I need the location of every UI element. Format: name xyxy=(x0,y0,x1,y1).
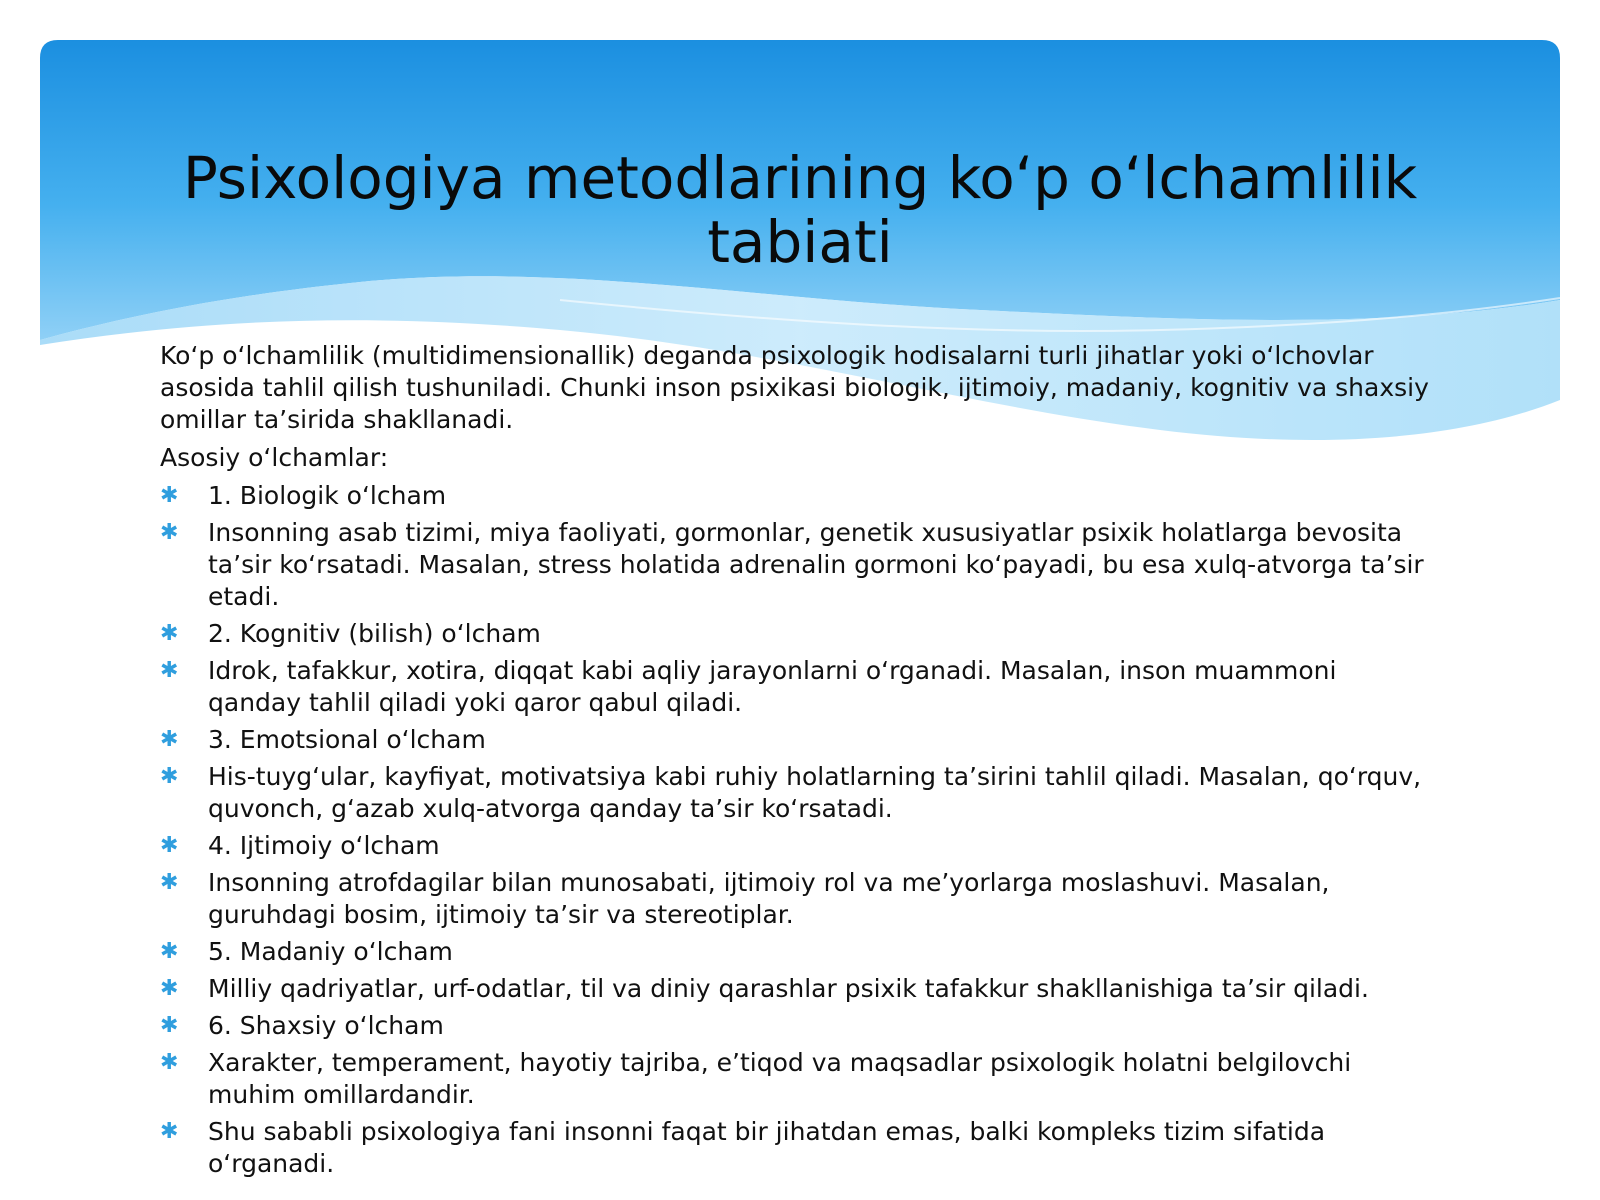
list-item xyxy=(160,830,1430,862)
list-item xyxy=(160,973,1430,1005)
asterisk-bullet-icon: ✱ xyxy=(160,833,179,858)
list-item xyxy=(160,1116,1430,1180)
asterisk-bullet-icon: ✱ xyxy=(160,658,179,683)
slide-body xyxy=(160,340,1430,1185)
list-item xyxy=(160,1010,1430,1042)
asterisk-bullet-icon: ✱ xyxy=(160,976,179,1001)
list-item xyxy=(160,724,1430,756)
bullet-list xyxy=(160,480,1430,1180)
list-item xyxy=(160,517,1430,613)
list-item-text: Insonning asab tizimi, miya faoliyati, gormonlar, genetik xususiyatlar psixik holatlarga bevosita ta’sir ko‘rsatadi. Masalan, stress holatida adrenalin gormoni ko‘payadi, bu esa xulq-atvorga ta’sir etadi. xyxy=(208,518,1424,611)
list-item xyxy=(160,655,1430,719)
list-item xyxy=(160,618,1430,650)
list-item-text: 1. Biologik o‘lcham xyxy=(208,481,447,510)
list-item-text: 5. Madaniy o‘lcham xyxy=(208,937,453,966)
asterisk-bullet-icon: ✱ xyxy=(160,939,179,964)
list-item-text: Insonning atrofdagilar bilan munosabati, ijtimoiy rol va me’yorlarga moslashuvi. Masalan, guruhdagi bosim, ijtimoiy ta’sir va stereotiplar. xyxy=(208,868,1330,929)
list-item-text: Idrok, tafakkur, xotira, diqqat kabi aqliy jarayonlarni o‘rganadi. Masalan, inson muammoni qanday tahlil qiladi yoki qaror qabul qiladi. xyxy=(208,656,1337,717)
asterisk-bullet-icon: ✱ xyxy=(160,764,179,789)
list-item-text: 2. Kognitiv (bilish) o‘lcham xyxy=(208,619,541,648)
asterisk-bullet-icon: ✱ xyxy=(160,870,179,895)
asterisk-bullet-icon: ✱ xyxy=(160,520,179,545)
list-item-text: His-tuyg‘ular, kayfiyat, motivatsiya kabi ruhiy holatlarning ta’sirini tahlil qiladi. Masalan, qo‘rquv, quvonch, g‘azab xulq-atvorga qanday ta’sir ko‘rsatadi. xyxy=(208,762,1422,823)
list-item xyxy=(160,936,1430,968)
list-item xyxy=(160,1047,1430,1111)
page-title: Psixologiya metodlarining ko‘p o‘lchamlilik tabiati xyxy=(182,144,1418,276)
intro-paragraph: Ko‘p o‘lchamlilik (multidimensionallik) deganda psixologik hodisalarni turli jihatlar yoki o‘lchovlar asosida tahlil qilish tushuniladi. Chunki inson psixikasi biologik, ijtimoiy, madaniy, kognitiv va shaxsiy omillar ta’sirida shakllanadi. xyxy=(160,341,1429,434)
list-item xyxy=(160,867,1430,931)
list-item xyxy=(160,761,1430,825)
section-label: Asosiy o‘lchamlar: xyxy=(160,443,389,472)
list-item-text: 3. Emotsional o‘lcham xyxy=(208,725,486,754)
asterisk-bullet-icon: ✱ xyxy=(160,1050,179,1075)
asterisk-bullet-icon: ✱ xyxy=(160,483,179,508)
asterisk-bullet-icon: ✱ xyxy=(160,1119,179,1144)
asterisk-bullet-icon: ✱ xyxy=(160,727,179,752)
list-item-text: 6. Shaxsiy o‘lcham xyxy=(208,1011,444,1040)
list-item-text: Milliy qadriyatlar, urf-odatlar, til va diniy qarashlar psixik tafakkur shakllanishiga ta’sir qiladi. xyxy=(208,974,1369,1003)
list-item-text: Xarakter, temperament, hayotiy tajriba, e’tiqod va maqsadlar psixologik holatni belgilovchi muhim omillardandir. xyxy=(208,1048,1352,1109)
list-item-text: 4. Ijtimoiy o‘lcham xyxy=(208,831,440,860)
list-item-text: Shu sababli psixologiya fani insonni faqat bir jihatdan emas, balki kompleks tizim sifatida o‘rganadi. xyxy=(208,1117,1326,1178)
asterisk-bullet-icon: ✱ xyxy=(160,621,179,646)
list-item xyxy=(160,480,1430,512)
asterisk-bullet-icon: ✱ xyxy=(160,1013,179,1038)
